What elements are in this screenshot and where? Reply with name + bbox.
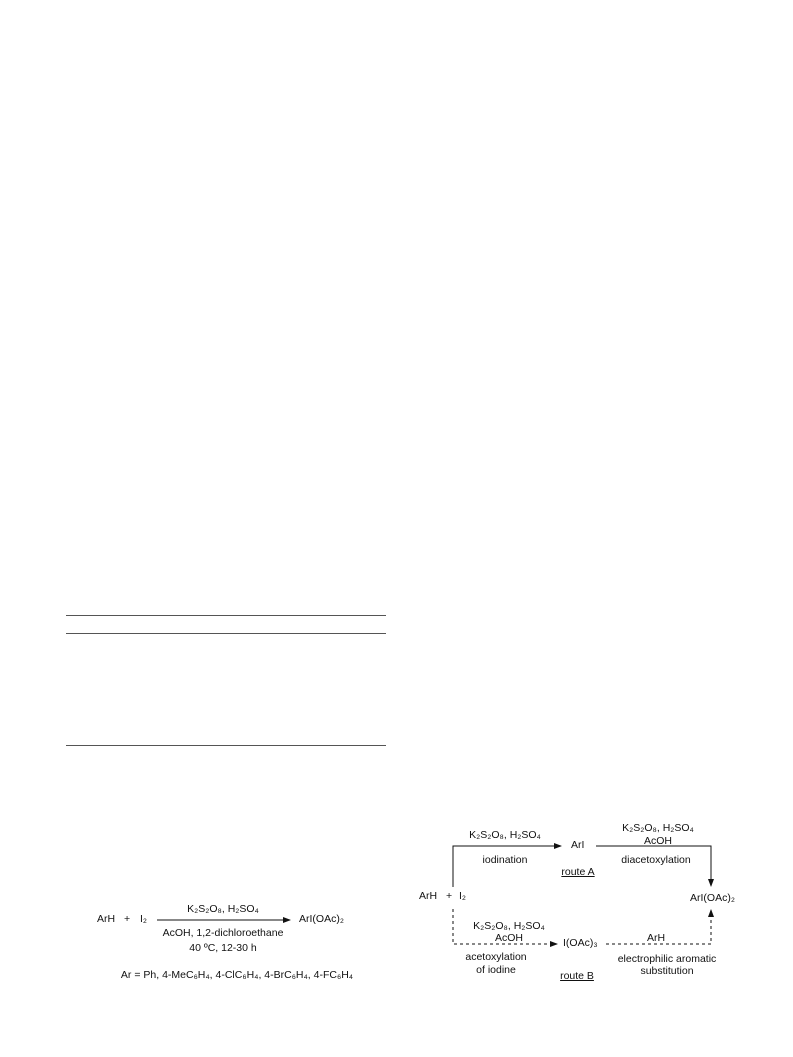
routeA-step2-label: diacetoxylation xyxy=(621,854,691,866)
scheme2-start-arh: ArH xyxy=(419,890,438,902)
scheme1-substituents: Ar = Ph, 4-MeC₆H₄, 4-ClC₆H₄, 4-BrC₆H₄, 4-FC₆H₄ xyxy=(120,969,354,981)
routeB-step1-reagents: K₂S₂O₈, H₂SO₄ xyxy=(473,920,545,932)
scheme1-solvent: AcOH, 1,2-dichloroethane xyxy=(162,927,284,939)
scheme1-temperature-time: 40 ºC, 12-30 h xyxy=(189,942,257,954)
scheme2-product: ArI(OAc)₂ xyxy=(690,892,735,904)
routeA-step1-label: iodination xyxy=(482,854,528,866)
routeA-name: route A xyxy=(561,866,595,878)
routeA-step2-reagents: K₂S₂O₈, H₂SO₄ xyxy=(622,822,694,834)
scheme1-reactant-i2: I₂ xyxy=(140,913,147,925)
routeA-step2-solvent: AcOH xyxy=(643,835,673,847)
scheme1-reagents: K₂S₂O₈, H₂SO₄ xyxy=(187,903,259,915)
routeB-name: route B xyxy=(560,970,594,982)
scheme2-start-i2: I₂ xyxy=(459,890,466,902)
scheme2-plus: + xyxy=(446,890,453,902)
routeB-step1-label-1: acetoxylation xyxy=(465,951,527,963)
scheme1-product: ArI(OAc)₂ xyxy=(299,913,344,925)
scheme1-reactant-arh: ArH xyxy=(97,913,116,925)
routeA-arrow-2 xyxy=(596,846,711,886)
scheme1-plus: + xyxy=(124,913,131,925)
routeB-step1-label-2: of iodine xyxy=(476,964,516,976)
routeB-intermediate: I(OAc)₃ xyxy=(563,937,598,949)
routeA-intermediate: ArI xyxy=(571,839,585,851)
routeA-step1-reagents: K₂S₂O₈, H₂SO₄ xyxy=(469,829,541,841)
routeB-step2-reagent: ArH xyxy=(646,932,666,944)
routeB-step2-label-1: electrophilic aromatic xyxy=(617,953,717,965)
routeA-arrow-1 xyxy=(453,846,561,887)
routeB-step2-label-2: substitution xyxy=(640,965,694,977)
routeB-step1-solvent: AcOH xyxy=(494,932,524,944)
